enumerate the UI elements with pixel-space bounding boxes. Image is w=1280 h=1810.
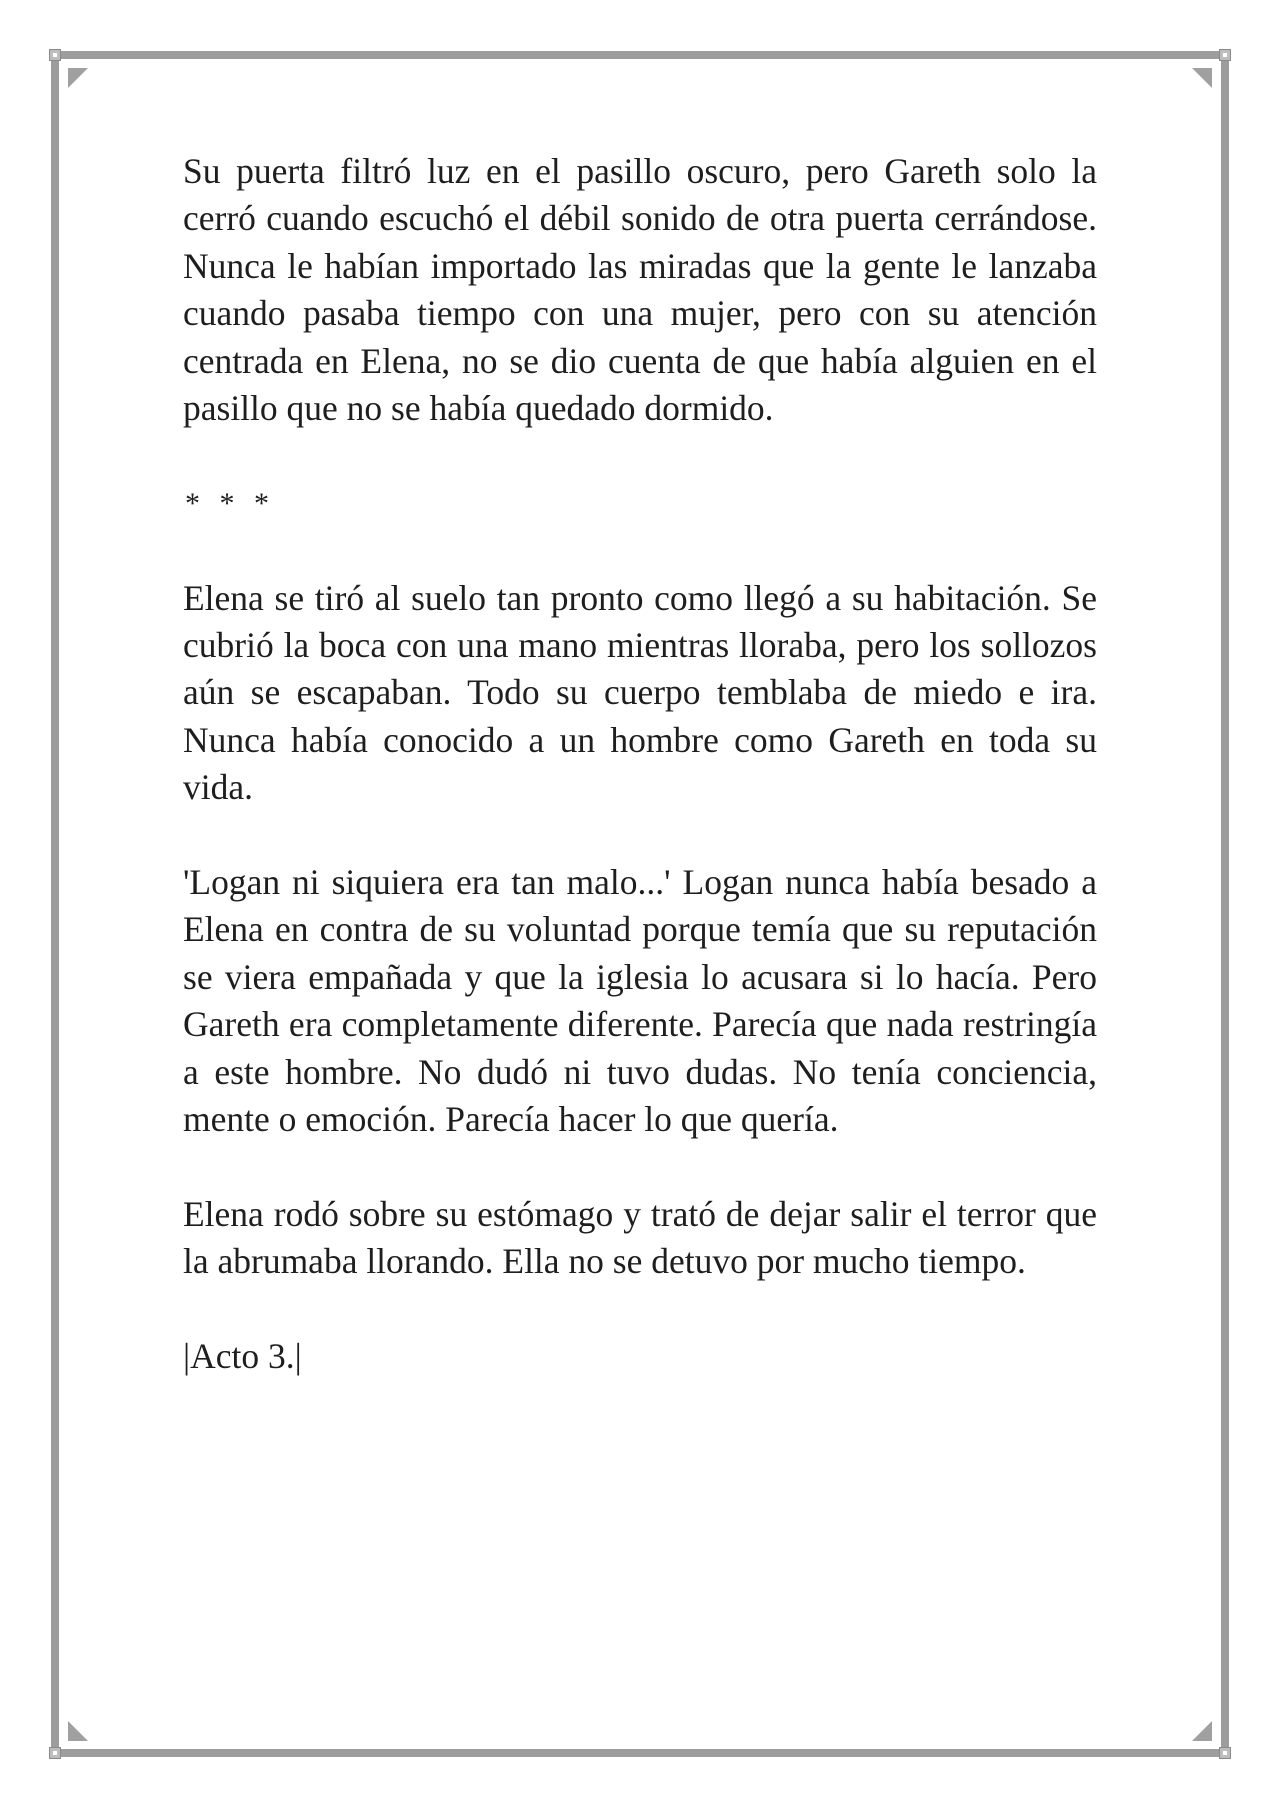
act-marker: |Acto 3.| (183, 1336, 302, 1377)
paragraph: 'Logan ni siquiera era tan malo...' Logan nunca había besado a Elena en contra de su voluntad porque temía que su reputación se viera empañada y que la iglesia lo acusara si lo hacía. Pero Gareth era completamente diferente. Parecía que nada restringía a este hombre. No dudó ni tuvo dudas. No tenía conciencia, mente o emoción. Parecía hacer lo que quería. (183, 862, 1097, 1140)
frame-left-border (51, 60, 59, 1750)
frame-corner-ornament-bottom-left (49, 1747, 61, 1759)
scene-break: * * * (185, 486, 275, 520)
frame-corner-triangle-bottom-left (68, 1721, 88, 1741)
frame-top-border (60, 51, 1220, 59)
paragraph: Elena rodó sobre su estómago y trató de dejar salir el terror que la abrumaba llorando. Ella no se detuvo por mucho tiempo. (183, 1193, 1097, 1282)
paragraph: Elena se tiró al suelo tan pronto como llegó a su habitación. Se cubrió la boca con una mano mientras lloraba, pero los sollozos aún se escapaban. Todo su cuerpo temblaba de miedo e ira. Nunca había conocido a un hombre como Gareth en toda su vida. (183, 577, 1097, 808)
frame-corner-ornament-top-left (49, 49, 61, 61)
frame-corner-triangle-top-left (68, 68, 88, 88)
frame-bottom-border (60, 1749, 1220, 1757)
frame-right-border (1221, 60, 1229, 1750)
frame-corner-ornament-bottom-right (1219, 1747, 1231, 1759)
frame-corner-triangle-bottom-right (1192, 1721, 1212, 1741)
frame-corner-triangle-top-right (1192, 68, 1212, 88)
frame-corner-ornament-top-right (1219, 49, 1231, 61)
document-body (183, 148, 1097, 1380)
paragraph: Su puerta filtró luz en el pasillo oscuro, pero Gareth solo la cerró cuando escuchó el débil sonido de otra puerta cerrándose. Nunca le habían importado las miradas que la gente le lanzaba cuando pasaba tiempo con una mujer, pero con su atención centrada en Elena, no se dio cuenta de que había alguien en el pasillo que no se había quedado dormido. (183, 151, 1097, 429)
